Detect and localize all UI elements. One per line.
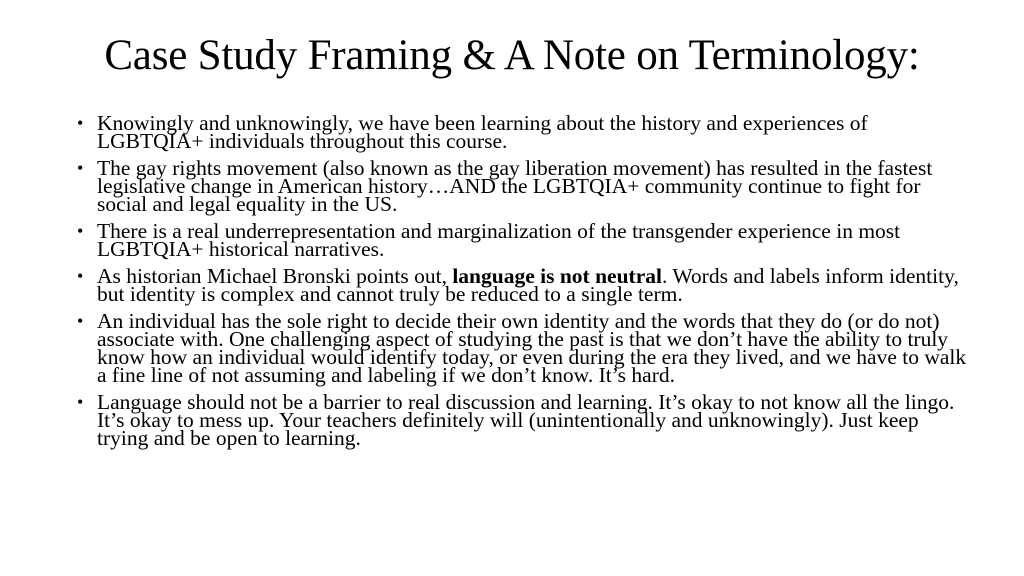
slide-title: Case Study Framing & A Note on Terminology: (104, 32, 920, 79)
bullet-text: As historian Michael Bronski points out, (97, 264, 453, 288)
bullet-item: • Knowingly and unknowingly, we have been learning about the history and experiences of LGBTQIA+ individuals throughout this course. (75, 114, 975, 150)
bullet-item: • There is a real underrepresentation and marginalization of the transgender experience in most LGBTQIA+ historical narratives. (75, 222, 975, 258)
bullet-text: . Words and labels inform identity, but identity is complex and cannot truly be reduced to a single term. (97, 264, 959, 306)
bullet-item (75, 264, 975, 306)
bullet-item: • An individual has the sole right to decide their own identity and the words that they do (or do not) associate with. One challenging aspect of studying the past is that we don’t have the ability to truly know how an individual would identify today, or even during the era they lived, and we have to walk a fine line of not assuming and labeling if we don’t know. It’s hard. (75, 312, 975, 384)
bullet-list (75, 111, 975, 456)
bullet-item: • Language should not be a barrier to real discussion and learning. It’s okay to not know all the lingo. It’s okay to mess up. Your teachers definitely will (unintentionally and unknowingly). Just keep trying and be open to learning. (75, 393, 975, 447)
bullet-emphasis: language is not neutral (452, 264, 662, 288)
bullet-item: • The gay rights movement (also known as the gay liberation movement) has resulted in the fastest legislative change in American history…AND the LGBTQIA+ community continue to fight for social and legal equality in the US. (75, 159, 975, 213)
